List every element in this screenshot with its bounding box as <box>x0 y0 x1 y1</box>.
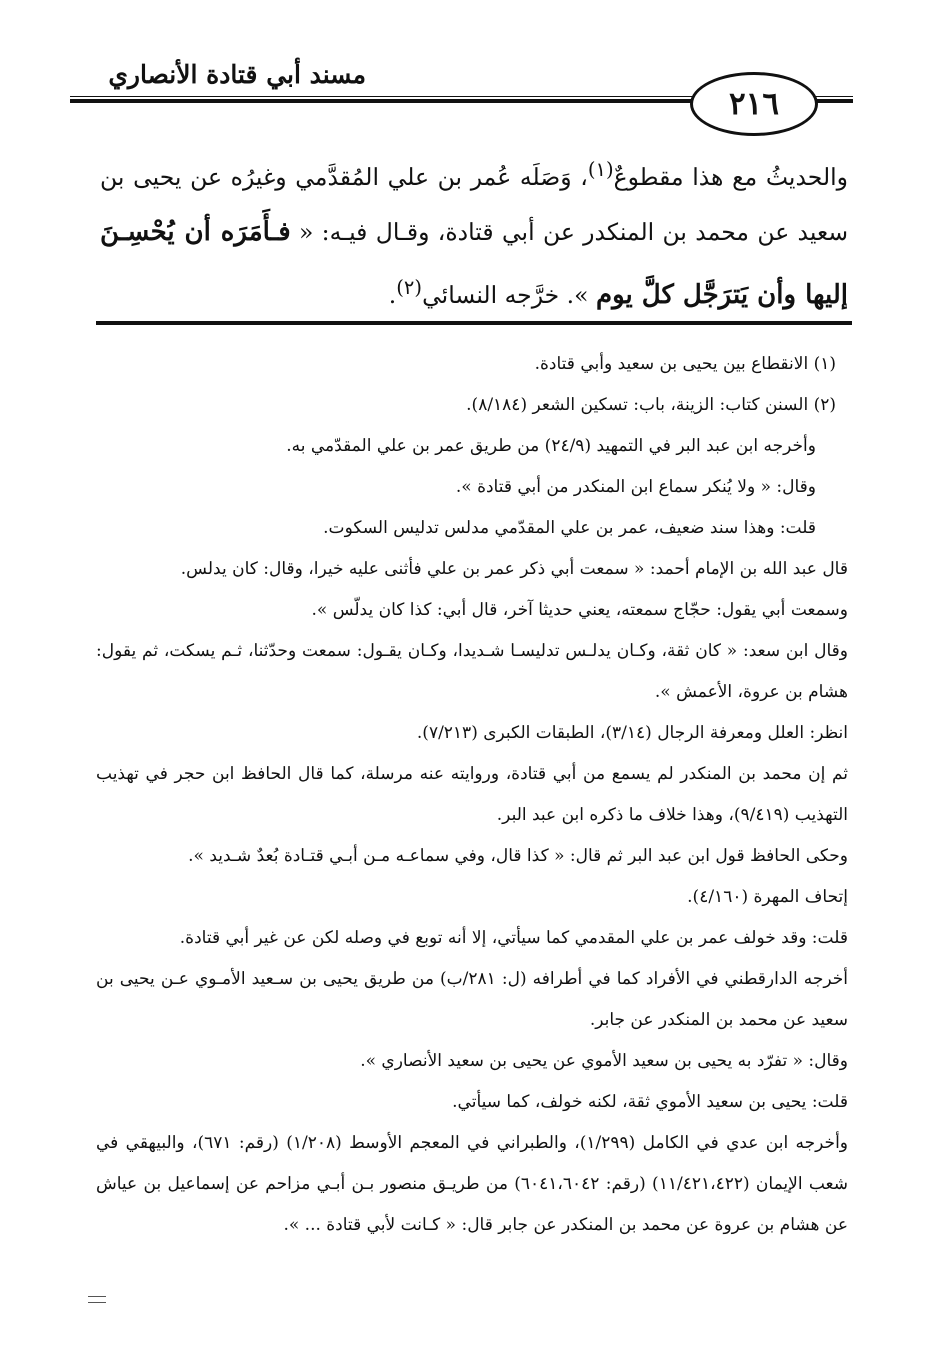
footnote-line: وقال: « تفرّد به يحيى بن سعيد الأموي عن يحيى بن سعيد الأنصاري ». <box>360 1051 848 1071</box>
footnote-ref-2: (٢) <box>396 275 423 299</box>
footnote-line: وأخرجه ابن عدي في الكامل (١/٢٩٩)، والطبراني في المعجم الأوسط (١/٢٠٨) (رقم: ٦٧١)، والبيهقي في شعب الإيمان (١١/٤٢١،٤٢٢) (رقم: ٦٠٤١،٦٠٤٢) من طريـق منصور بـن أبـي مزاحم عن إسماعيل بن عياش عن هشام بن عروة عن محمد بن المنكدر عن جابر قال: « كـانت لأبي قتادة ... ». <box>96 1133 848 1235</box>
footnote-line: وقال ابن سعد: « كان ثقة، وكـان يدلـس تدليسـا شـديدا، وكـان يقـول: سمعت وحدّثنا، ثـم يسكت، ثم يقول: هشام بن عروة، الأعمش ». <box>96 641 848 702</box>
footnote-line: انظر: العلل ومعرفة الرجال (٣/١٤)، الطبقات الكبرى (٧/٢١٣). <box>416 723 848 743</box>
footnote-line: وأخرجه ابن عبد البر في التمهيد (٢٤/٩) من طريق عمر بن علي المقدّمي به. <box>286 436 816 456</box>
main-text <box>100 142 848 323</box>
running-title: مسند أبي قتادة الأنصاري <box>108 60 366 89</box>
page-number-badge <box>690 72 818 136</box>
page-number: ٢١٦ <box>729 86 779 122</box>
footnote-line: إتحاف المهرة (٤/١٦٠). <box>687 887 848 907</box>
footnote-line: وقال: « ولا يُنكر سماع ابن المنكدر من أبي قتادة ». <box>455 477 816 497</box>
main-text-part: والحديثُ مع هذا مقطوعٌ <box>613 162 848 191</box>
footnote-line: وحكى الحافظ قول ابن عبد البر ثم قال: « كذا قال، وفي سماعـه مـن أبـي قتـادة بُعدٌ شـديد ». <box>188 846 848 866</box>
main-text-part: ». خرَّجه النسائي <box>422 280 596 309</box>
footnote-line: قلت: وقد خولف عمر بن علي المقدمي كما سيأتي، إلا أنه توبع في وصله لكن عن غير أبي قتادة. <box>179 928 848 948</box>
footnote-ref-1: (١) <box>587 158 614 181</box>
footnote-separator <box>96 321 852 325</box>
hadith-quote: فـأَمَرَه أن يُحْسِـنَ إليها وأن يَترَجَّل كلَّ يوم <box>100 216 848 310</box>
footnote-line: وسمعت أبي يقول: حجّاج سمعته، يعني حديثا آخر، قال أبي: كذا كان يدلّس ». <box>311 600 848 620</box>
main-text-part: . <box>388 280 397 309</box>
footnote-1: (١) الانقطاع بين يحيى بن سعيد وأبي قتادة. <box>534 354 836 374</box>
main-paragraph <box>100 142 848 323</box>
footnote-line: أخرجه الدارقطني في الأفراد كما في أطرافه (ل: ٢٨١/ب) من طريق يحيى بن سـعيد الأمـوي عـن يحيى بن سعيد عن محمد بن المنكدر عن جابر. <box>96 969 848 1030</box>
footnotes <box>96 344 848 1246</box>
footnote-line: قال عبد الله بن الإمام أحمد: « سمعت أبي ذكر عمر بن علي فأثنى عليه خيرا، وقال: كان يدلس. <box>180 559 848 579</box>
footnote-line: قلت: وهذا سند ضعيف، عمر بن علي المقدّمي مدلس تدليس السكوت. <box>323 518 816 538</box>
footnote-line: ثم إن محمد بن المنكدر لم يسمع من أبي قتادة، وروايته عنه مرسلة، كما قال الحافظ ابن حجر في تهذيب التهذيب (٩/٤١٩)، وهذا خلاف ما ذكره ابن عبد البر. <box>96 764 848 825</box>
main-text-part: ، وَصَلَه عُمر بن علي المُقدَّمي وغيرُه عن يحيى بن سعيد عن محمد بن المنكدر عن أبي قتادة، وقـال فيـه: « <box>100 162 849 246</box>
footnote-line: قلت: يحيى بن سعيد الأموي ثقة، لكنه خولف، كما سيأتي. <box>452 1092 848 1112</box>
footer-mark <box>88 1296 106 1303</box>
footnote-2: (٢) السنن كتاب: الزينة، باب: تسكين الشعر (٨/١٨٤). <box>466 395 836 415</box>
